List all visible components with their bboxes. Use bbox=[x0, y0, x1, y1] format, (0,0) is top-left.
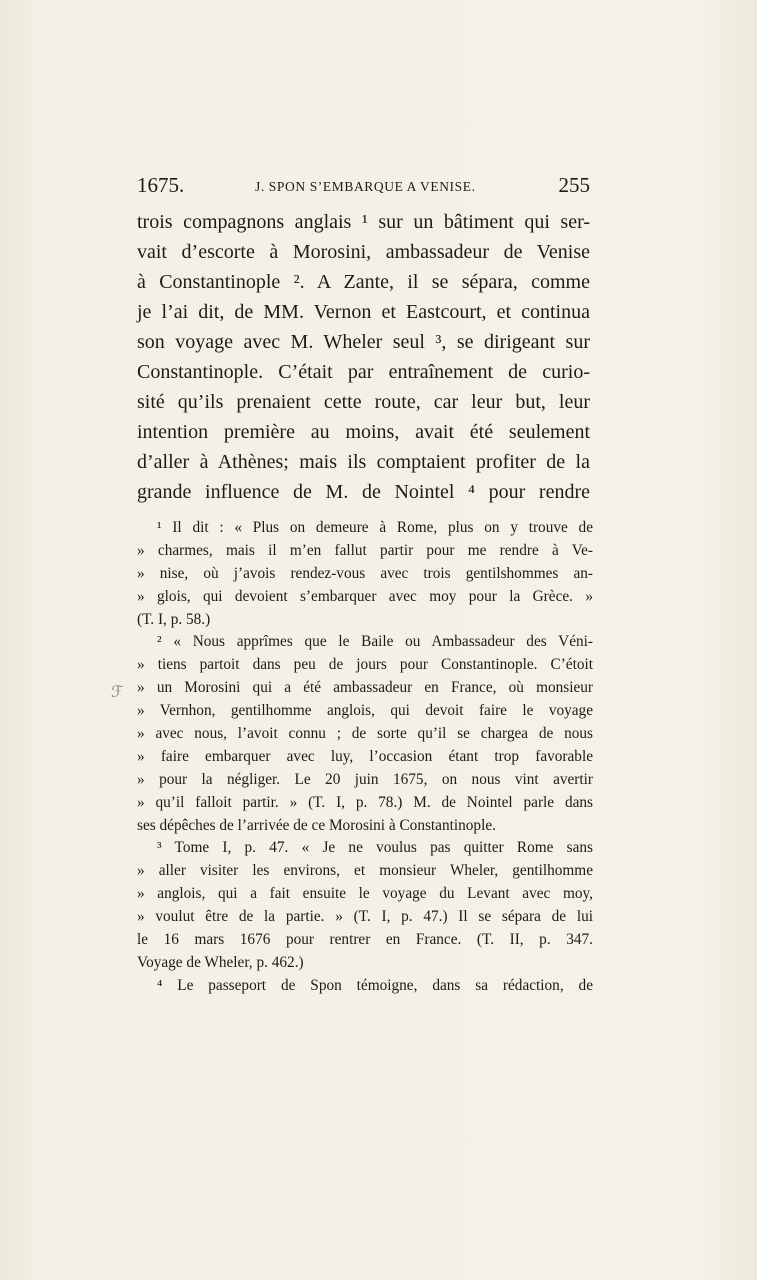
footnotes bbox=[137, 517, 593, 998]
margin-mark: ℱ bbox=[111, 684, 124, 701]
body-line: à Constantinople ². A Zante, il se sépara, comme bbox=[137, 271, 590, 293]
footnote-line: » qu’il falloit partir. » (T. I, p. 78.) M. de Nointel parle dans bbox=[137, 793, 593, 811]
footnote-line: » anglois, qui a fait ensuite le voyage du Levant avec moy, bbox=[137, 885, 593, 903]
header-year: 1675. bbox=[137, 173, 185, 197]
footnote-line: ³ Tome I, p. 47. « Je ne voulus pas quitter Rome sans bbox=[157, 839, 593, 857]
footnote-line: » pour la négliger. Le 20 juin 1675, on nous vint avertir bbox=[137, 770, 593, 788]
body-line: intention première au moins, avait été seulement bbox=[137, 421, 590, 443]
footnote-line: le 16 mars 1676 pour rentrer en France. (T. II, p. 347. bbox=[137, 931, 593, 949]
footnote-line: » nise, où j’avois rendez-vous avec trois gentilshommes an- bbox=[137, 564, 593, 582]
footnote-line: (T. I, p. 58.) bbox=[137, 610, 211, 628]
footnote-line: ² « Nous apprîmes que le Baile ou Ambassadeur des Véni- bbox=[157, 633, 593, 651]
body-line: sité qu’ils prenaient cette route, car leur but, leur bbox=[137, 391, 590, 413]
footnote-line: » voulut être de la partie. » (T. I, p. 47.) Il se sépara de lui bbox=[137, 908, 593, 926]
footnote-line: ¹ Il dit : « Plus on demeure à Rome, plus on y trouve de bbox=[157, 519, 593, 536]
body-line: vait d’escorte à Morosini, ambassadeur de Venise bbox=[137, 241, 590, 263]
body-line: Constantinople. C’était par entraînement de curio- bbox=[137, 361, 590, 383]
running-title: J. SPON S’EMBARQUE A VENISE. bbox=[255, 179, 476, 194]
page-number: 255 bbox=[558, 173, 590, 197]
body-line: trois compagnons anglais ¹ sur un bâtiment qui ser- bbox=[137, 211, 590, 233]
footnote-line: » glois, qui devoient s’embarquer avec moy pour la Grèce. » bbox=[137, 587, 593, 605]
footnote-line: » un Morosini qui a été ambassadeur en France, où monsieur bbox=[137, 679, 593, 697]
main-text bbox=[137, 207, 590, 507]
footnote-line: ses dépêches de l’arrivée de ce Morosini à Constantinople. bbox=[137, 816, 496, 834]
footnote-line: » Vernhon, gentilhomme anglois, qui devoit faire le voyage bbox=[137, 702, 593, 720]
body-line: grande influence de M. de Nointel ⁴ pour rendre bbox=[137, 481, 590, 503]
body-line: je l’ai dit, de MM. Vernon et Eastcourt, et continua bbox=[137, 301, 590, 323]
footnote-line: » charmes, mais il m’en fallut partir pour me rendre à Ve- bbox=[137, 541, 593, 559]
running-header bbox=[137, 173, 590, 203]
footnote-line: » avec nous, l’avoit connu ; de sorte qu’il se chargea de nous bbox=[137, 725, 593, 743]
footnote-line: » faire embarquer avec luy, l’occasion étant trop favorable bbox=[137, 747, 593, 765]
body-line: d’aller à Athènes; mais ils comptaient profiter de la bbox=[137, 451, 590, 473]
footnote-line: » tiens partoit dans peu de jours pour Constantinople. C’étoit bbox=[137, 656, 593, 674]
footnote-line: ⁴ Le passeport de Spon témoigne, dans sa rédaction, de bbox=[157, 976, 593, 994]
body-line: son voyage avec M. Wheler seul ³, se dirigeant sur bbox=[137, 331, 590, 353]
footnote-line: » aller visiter les environs, et monsieur Wheler, gentilhomme bbox=[137, 862, 593, 880]
footnote-line: Voyage de Wheler, p. 462.) bbox=[137, 953, 304, 971]
